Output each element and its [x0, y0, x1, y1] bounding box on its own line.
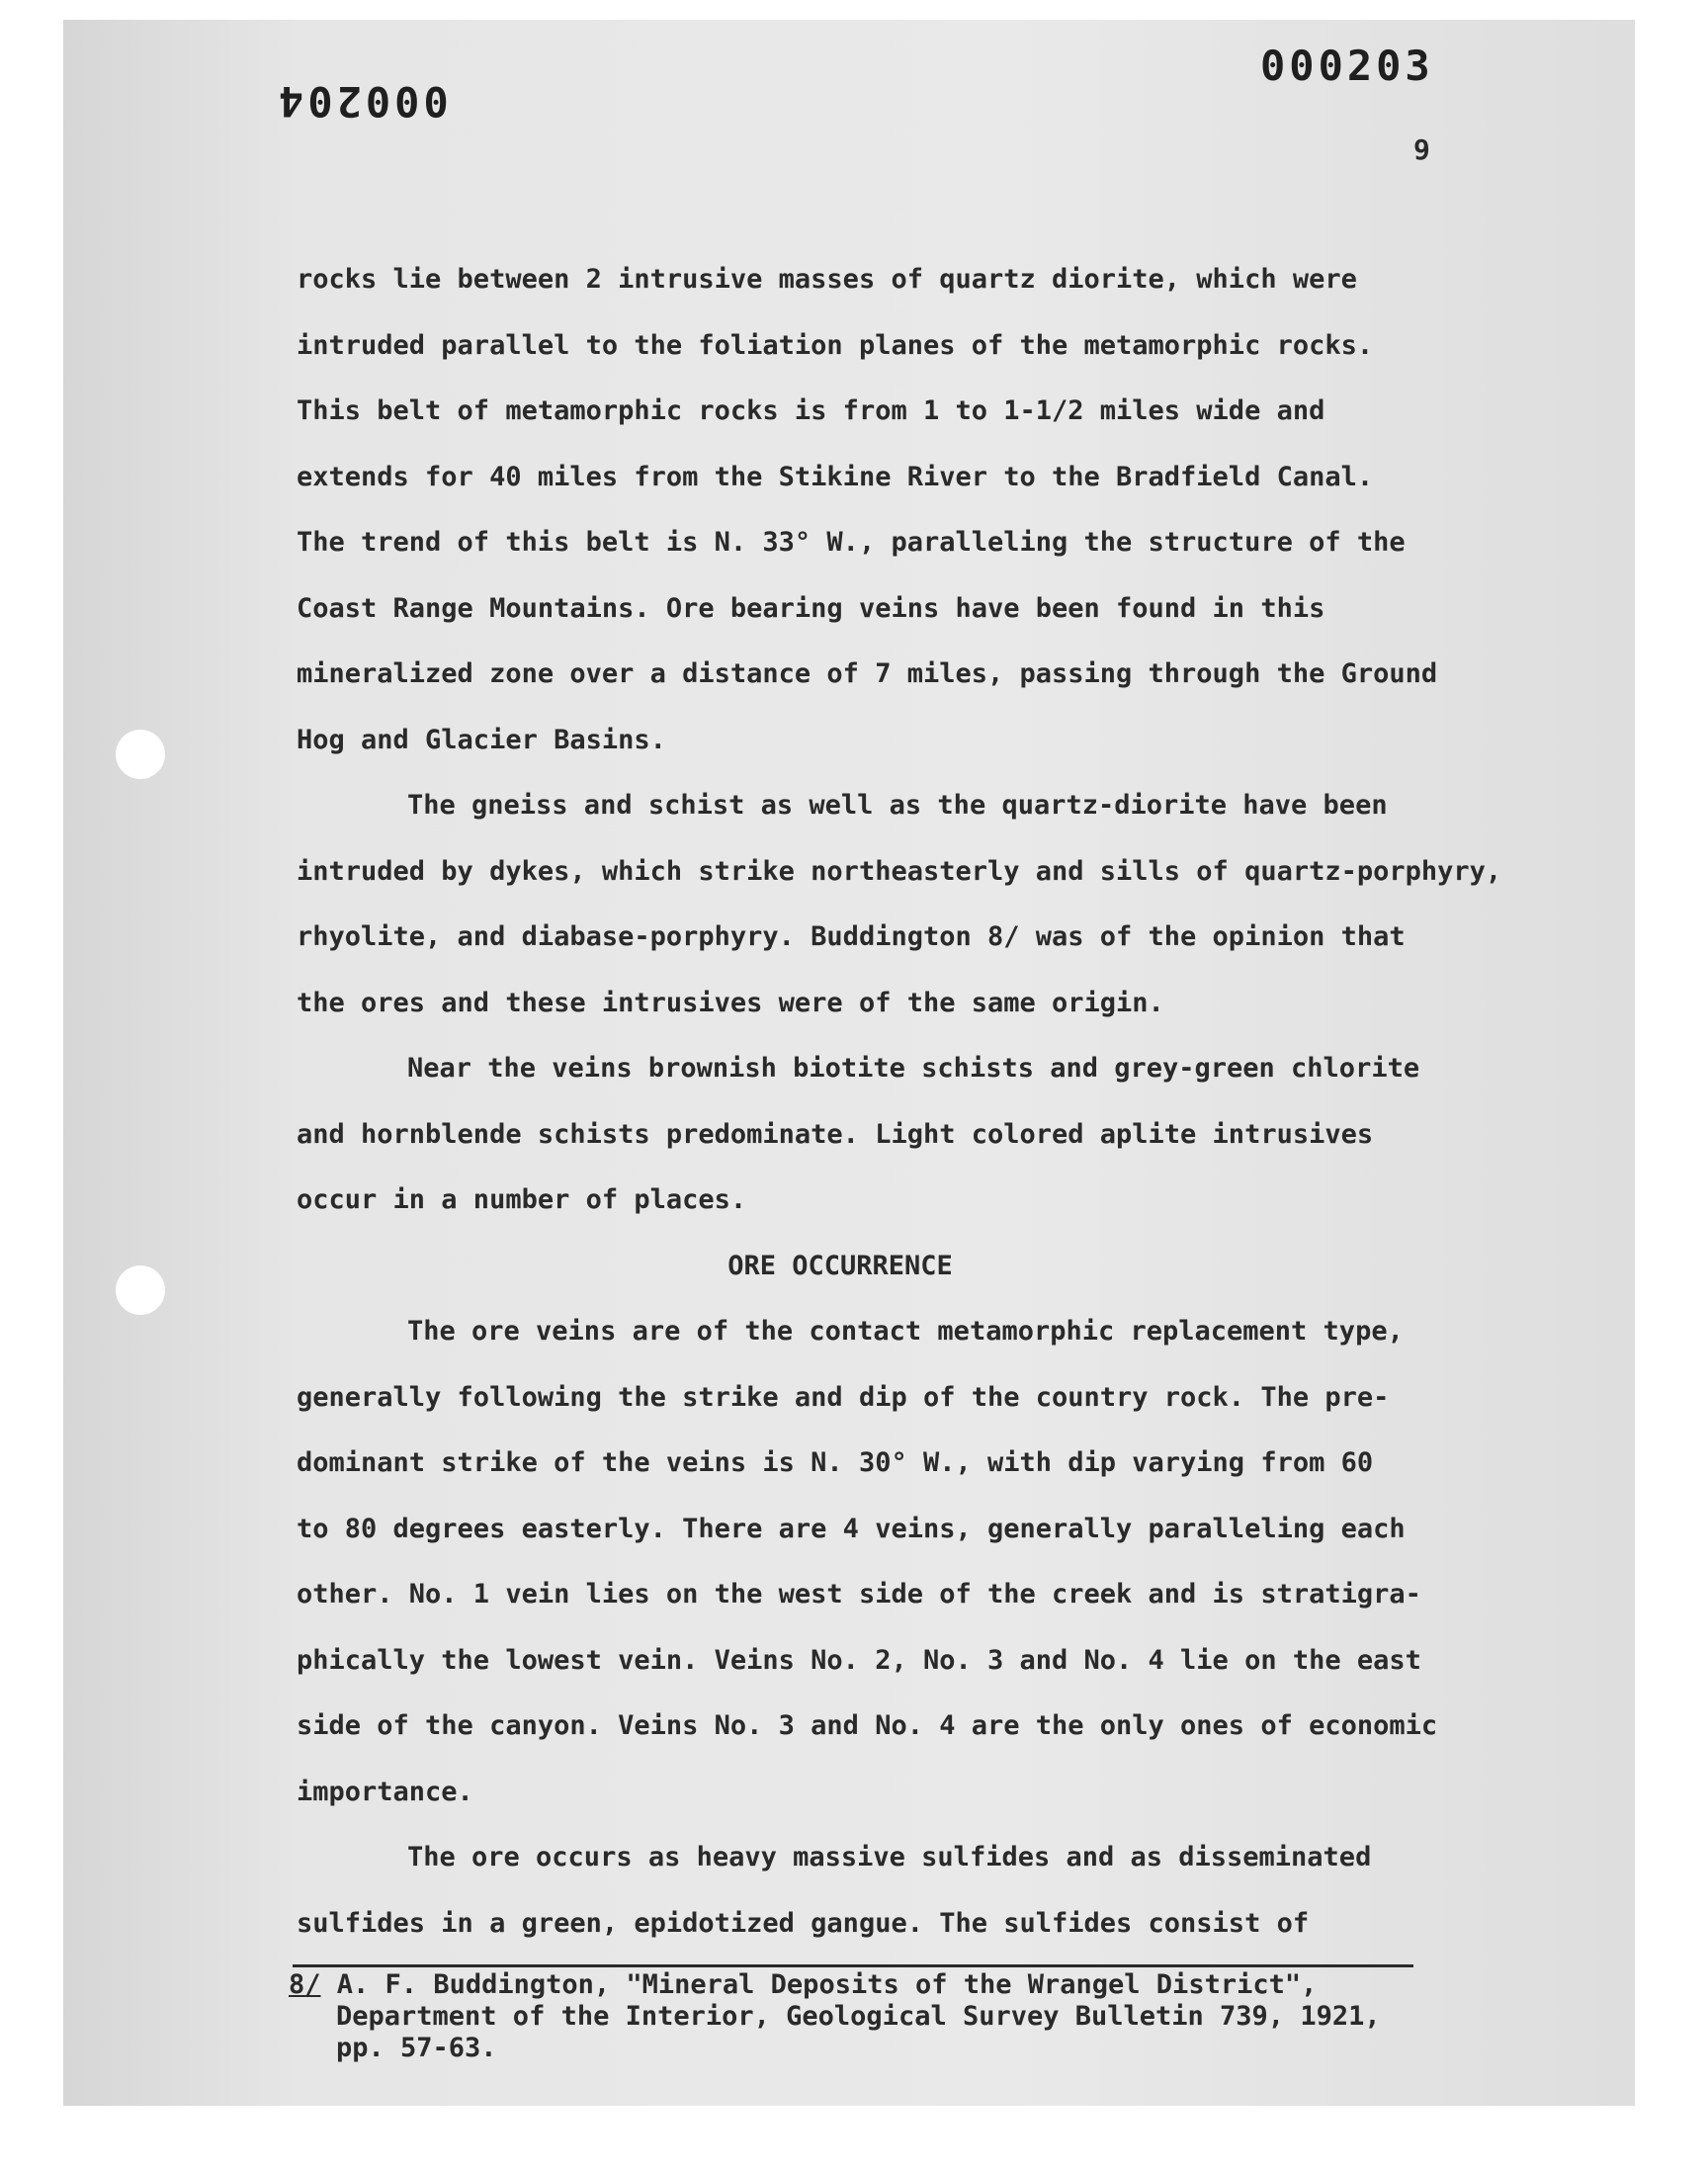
body-line: Near the veins brownish biotite schists and grey-green chlorite	[407, 1053, 1420, 1084]
footnote	[289, 1969, 1475, 2064]
body-line: occur in a number of places.	[297, 1184, 747, 1215]
footnote-text-3: pp. 57-63.	[336, 2033, 497, 2063]
body-line: rocks lie between 2 intrusive masses of quartz diorite, which were	[297, 264, 1357, 295]
body-line: intruded parallel to the foliation planes of the metamorphic rocks.	[297, 329, 1374, 361]
body-line: extends for 40 miles from the Stikine River to the Bradfield Canal.	[297, 461, 1374, 492]
body-line: the ores and these intrusives were of the same origin.	[297, 987, 1164, 1018]
footnote-line-1	[289, 1969, 1475, 2001]
body-line: The trend of this belt is N. 33° W., paralleling the structure of the	[297, 527, 1406, 558]
body-line: other. No. 1 vein lies on the west side of the creek and is stratigra-	[297, 1579, 1421, 1610]
page-number: 9	[1413, 133, 1430, 166]
footnote-text-1: A. F. Buddington, "Mineral Deposits of the Wrangel District",	[336, 1969, 1318, 2000]
body-line: mineralized zone over a distance of 7 miles, passing through the Ground	[297, 658, 1438, 689]
body-line: rhyolite, and diabase-porphyry. Buddington 8/ was of the opinion that	[297, 921, 1406, 952]
section-heading: ORE OCCURRENCE	[727, 1250, 953, 1281]
body-line: The ore veins are of the contact metamorphic replacement type,	[407, 1316, 1404, 1347]
stamp-number-left: 000204	[275, 77, 449, 126]
body-line: generally following the strike and dip of the country rock. The pre-	[297, 1381, 1390, 1413]
body-text	[297, 247, 1552, 1957]
body-line: importance.	[297, 1776, 473, 1807]
stamp-number-right: 000203	[1260, 42, 1434, 90]
body-line: to 80 degrees easterly. There are 4 veins, generally paralleling each	[297, 1513, 1406, 1544]
body-line: side of the canyon. Veins No. 3 and No. 4 are the only ones of economic	[297, 1710, 1438, 1741]
body-line: intruded by dykes, which strike northeasterly and sills of quartz-porphyry,	[297, 855, 1502, 887]
body-line: and hornblende schists predominate. Light colored aplite intrusives	[297, 1118, 1374, 1150]
body-line: phically the lowest vein. Veins No. 2, No. 3 and No. 4 lie on the east	[297, 1644, 1421, 1676]
footnote-marker: 8/	[289, 1969, 321, 2000]
body-line: sulfides in a green, epidotized gangue. The sulfides consist of	[297, 1907, 1310, 1939]
punch-hole-upper	[116, 730, 165, 779]
footnote-rule	[293, 1964, 1413, 1967]
body-line: dominant strike of the veins is N. 30° W., with dip varying from 60	[297, 1447, 1374, 1478]
body-line: The gneiss and schist as well as the quartz-diorite have been	[407, 790, 1388, 821]
body-line: The ore occurs as heavy massive sulfides and as disseminated	[407, 1842, 1372, 1872]
body-line: Coast Range Mountains. Ore bearing veins have been found in this	[297, 592, 1325, 624]
body-line: Hog and Glacier Basins.	[297, 724, 666, 755]
body-line: This belt of metamorphic rocks is from 1 to 1-1/2 miles wide and	[297, 395, 1325, 426]
punch-hole-lower	[116, 1265, 165, 1315]
footnote-text-2: Department of the Interior, Geological Survey Bulletin 739, 1921,	[336, 2001, 1381, 2032]
